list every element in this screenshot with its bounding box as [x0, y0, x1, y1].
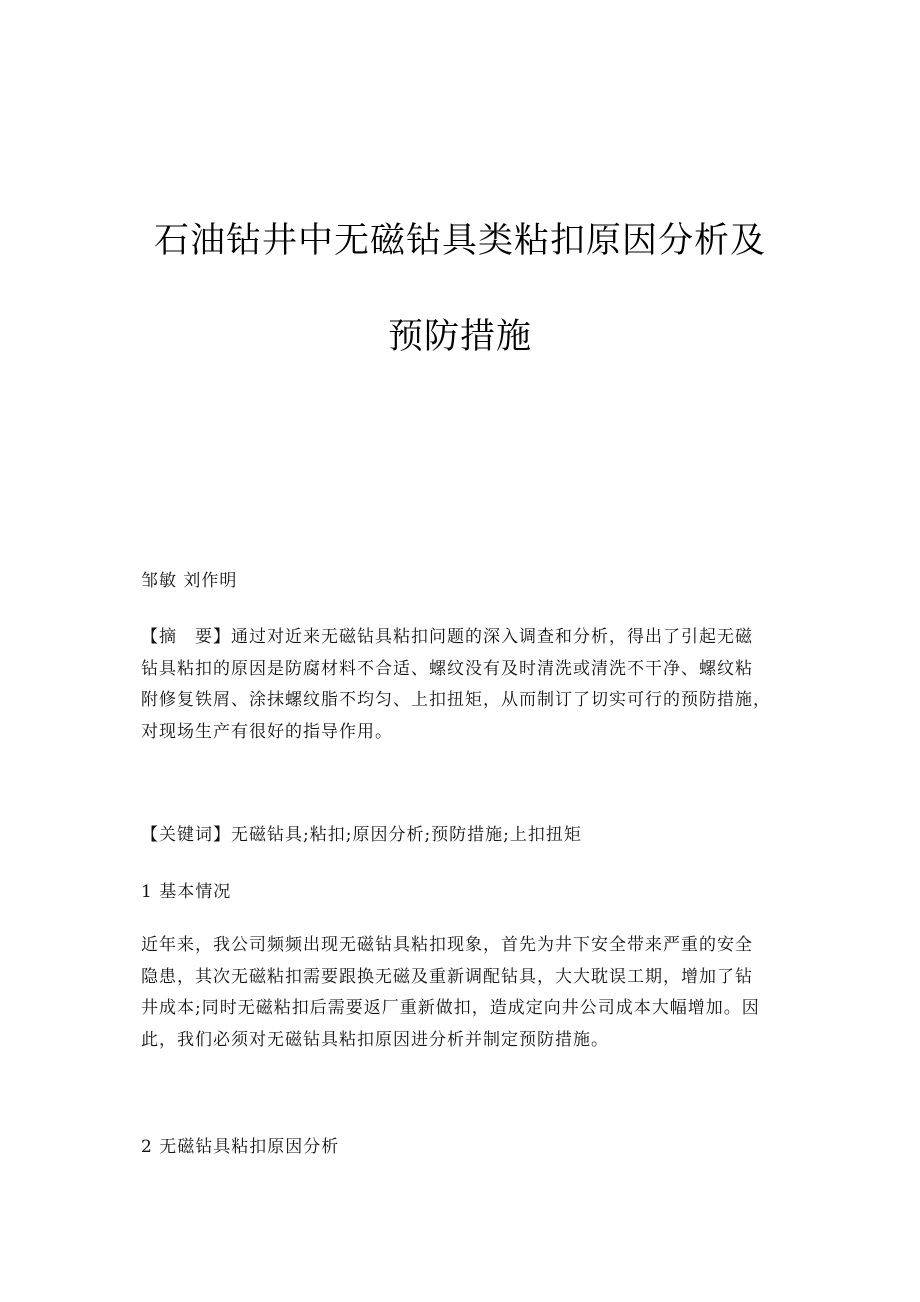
section-1-line-1: 近年来，我公司频频出现无磁钻具粘扣现象，首先为井下安全带来严重的安全 [141, 935, 753, 955]
authors: 邹敏 刘作明 [141, 571, 238, 591]
section-1-line-4: 此，我们必须对无磁钻具粘扣原因进分析并制定预防措施。 [141, 1029, 609, 1050]
document-title-line-2: 预防措施 [387, 317, 532, 357]
section-1-line-3: 井成本;同时无磁粘扣后需要返厂重新做扣，造成定向井公司成本大幅增加。因 [141, 998, 760, 1018]
keywords [141, 822, 781, 848]
abstract [141, 622, 781, 748]
section-1-line-2: 隐患，其次无磁粘扣需要跟换无磁及重新调配钻具，大大耽误工期，增加了钻 [141, 966, 753, 987]
section-1-heading: 1 基本情况 [141, 882, 232, 902]
section-1-body [141, 930, 781, 1056]
abstract-label: 【摘 要】 [141, 627, 231, 647]
keywords-label: 【关键词】 [141, 825, 231, 845]
abstract-line-1 [141, 622, 781, 654]
abstract-line-2: 钻具粘扣的原因是防腐材料不合适、螺纹没有及时清洗或清洗不干净、螺纹粘 [141, 658, 753, 679]
abstract-text-1: 通过对近来无磁钻具粘扣问题的深入调查和分析，得出了引起无磁 [231, 627, 753, 647]
document-title-line-1: 石油钻井中无磁钻具类粘扣原因分析及 [153, 221, 766, 261]
abstract-line-3: 附修复铁屑、涂抹螺纹脂不均匀、上扣扭矩，从而制订了切实可行的预防措施， [141, 690, 771, 710]
keywords-text: 无磁钻具;粘扣;原因分析;预防措施;上扣扭矩 [231, 825, 582, 845]
section-2-heading: 2 无磁钻具粘扣原因分析 [141, 1137, 340, 1157]
abstract-line-4: 对现场生产有很好的指导作用。 [141, 721, 393, 742]
